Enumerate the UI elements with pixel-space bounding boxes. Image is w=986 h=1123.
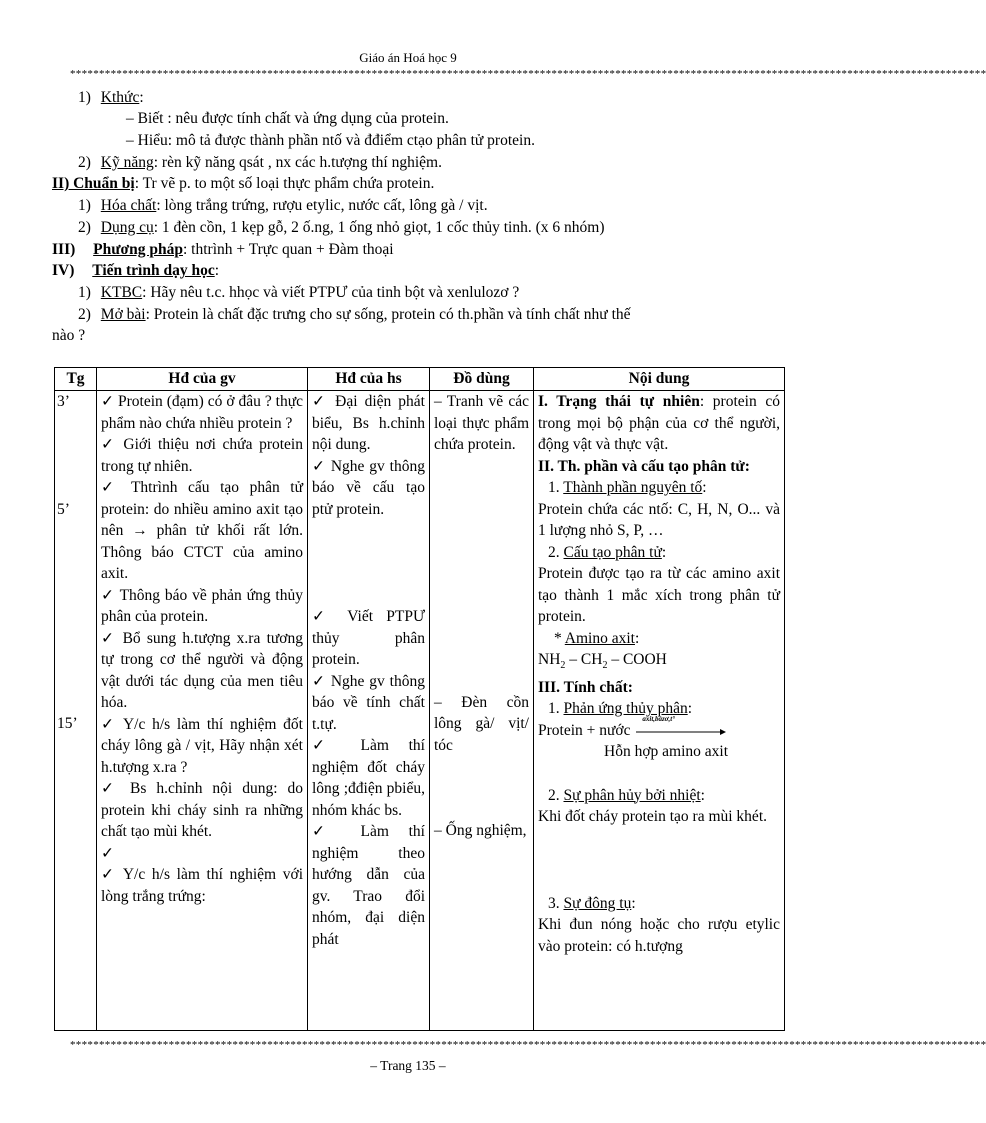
list-number: 1) — [78, 284, 91, 301]
student-activity: ✓ Đại diện phát biểu, Bs h.chỉnh nội dung. — [312, 393, 425, 453]
subsection-label: Thành phần nguyên tố — [563, 479, 703, 496]
section-review — [78, 283, 519, 303]
review-label: KTBC — [100, 284, 143, 301]
subsection-label: Phản ứng thủy phân — [563, 700, 688, 718]
material-item: – Đèn cồn lông gà/ vịt/ tóc — [434, 693, 529, 754]
process-label: Tiến trình dạy học — [92, 262, 215, 279]
lesson-table — [54, 367, 785, 1031]
section-method — [52, 240, 394, 260]
section-knowledge — [78, 88, 144, 108]
formula-part: – CH — [565, 651, 603, 668]
bullet: * — [554, 629, 565, 647]
time-entry: 3’ — [57, 393, 70, 410]
teacher-activity: ✓ Thông báo về phản ứng thủy phân của protein. — [101, 586, 303, 625]
list-number: 1) — [78, 197, 91, 214]
preparation-text: : Tr vẽ p. to một số loại thực phẩm chứa protein. — [134, 175, 435, 192]
teacher-activity: ✓ Y/c h/s làm thí nghiệm với lòng trắng trứng: — [101, 866, 303, 905]
materials-column — [430, 391, 534, 1031]
time-column — [55, 391, 97, 1031]
header-student-activity: Hđ của hs — [308, 368, 430, 391]
knowledge-item-2: – Hiểu: mô tả được thành phần ntố và đđiểm ctạo phân tử protein. — [126, 132, 535, 149]
header-content: Nội dung — [534, 368, 785, 391]
subsection-label: Cấu tạo phân tử — [563, 543, 662, 561]
list-number: 2) — [78, 306, 91, 323]
roman-number: IV) — [52, 262, 75, 279]
formula-subscript: 2 — [560, 660, 566, 672]
skills-text: : rèn kỹ năng qsát , nx các h.tượng thí nghiệm. — [153, 154, 442, 171]
skills-label: Kỹ năng — [100, 154, 154, 171]
section-text: : protein có trong mọi bộ phận của cơ thể người, động vật và thực vật. — [538, 393, 780, 453]
page-header-title: Giáo án Hoá học 9 — [359, 50, 457, 65]
opening-text: : Protein là chất đặc trưng cho sự sống, protein có th.phần và tính chất như thế — [145, 306, 631, 323]
equipment-text: : 1 đèn cồn, 1 kẹp gỗ, 2 ố.ng, 1 ống nhỏ giọt, 1 cốc thủy tinh. (x 6 nhóm) — [153, 219, 605, 236]
method-text: : thtrình + Trực quan + Đàm thoại — [182, 241, 394, 258]
subsection-number: 2. — [548, 786, 564, 804]
teacher-activity: ✓ Bs h.chỉnh nội dung: do protein khi cháy sinh ra những chất tạo mùi khét. — [101, 780, 303, 840]
teacher-activity: ✓ Giới thiệu nơi chứa protein trong tự nhiên. — [101, 436, 303, 475]
formula-subscript: 2 — [602, 660, 608, 672]
teacher-activity: ✓ — [101, 844, 114, 862]
header-star-divider: ************************************************************************************************************************************************************** — [70, 68, 986, 80]
arrow-icon — [634, 724, 726, 738]
material-item: – Ống nghiệm, — [434, 822, 527, 839]
review-text: : Hãy nêu t.c. hhọc và viết PTPƯ của tinh bột và xenlulozơ ? — [142, 284, 520, 301]
formula-part: NH — [538, 651, 561, 668]
section-skills — [78, 153, 442, 173]
opening-text-continued: nào ? — [52, 327, 86, 344]
colon: : — [139, 89, 144, 106]
subsection-number: 1. — [548, 479, 564, 496]
student-activity: ✓ Làm thí nghiệm theo hướng dẫn của gv. Trao đổi nhóm, đại diện phát — [312, 823, 425, 948]
table-row — [55, 391, 785, 1031]
amino-acid-heading — [538, 628, 780, 650]
formula-part: – COOH — [607, 651, 667, 668]
reaction-condition: axit,bazơ,t° — [642, 715, 675, 724]
list-number: 2) — [78, 154, 91, 171]
section-equipment — [78, 218, 605, 238]
colon: : — [634, 629, 640, 647]
material-item: – Tranh vẽ các loại thực phẩm chứa protein. — [434, 393, 529, 453]
subsection-number: 3. — [548, 894, 564, 912]
amino-acid-label: Amino axit — [564, 629, 635, 647]
student-activity: ✓ Nghe gv thông báo về cấu tạo ptử protein. — [312, 457, 425, 518]
chemicals-text: : lòng trắng trứng, rượu etylic, nước cất, lông gà / vịt. — [156, 197, 488, 214]
section-title: I. Trạng thái tự nhiên — [538, 393, 700, 410]
header-teacher-activity: Hđ của gv — [97, 368, 308, 391]
equipment-label: Dụng cụ — [100, 219, 154, 236]
footer-star-divider: ************************************************************************************************************************************************************** — [70, 1039, 986, 1051]
teacher-activity: ✓ Bổ sung h.tượng x.ra tương tự trong cơ thể người và động vật dưới tác dụng của men tiêu hóa. — [101, 629, 303, 711]
subsection-heading — [538, 785, 780, 807]
subsection-heading — [538, 542, 780, 564]
teacher-activity: ✓ Y/c h/s làm thí nghiệm đốt cháy lông gà / vịt, Hãy nhận xét h.tượng x.ra ? — [101, 715, 303, 776]
natural-state — [538, 391, 780, 456]
reactants: Protein + nước — [538, 721, 631, 739]
student-activity: ✓ Làm thí nghiệm đốt cháy lông ;đđiện pbiểu, nhóm khác bs. — [312, 737, 425, 819]
teacher-activity: ✓ Protein (đạm) có ở đâu ? thực phẩm nào chứa nhiều protein ? — [101, 393, 303, 432]
student-activity: ✓ Nghe gv thông báo về tính chất t.tự. — [312, 672, 425, 733]
colon: : — [661, 543, 667, 561]
student-activity-column — [308, 391, 430, 1031]
amino-acid-formula — [538, 649, 780, 677]
coagulation-text: Khi đun nóng hoặc cho rượu etylic vào protein: có h.tượng — [538, 916, 780, 955]
content-column — [534, 391, 785, 1031]
thermal-decomposition-text: Khi đốt cháy protein tạo ra mùi khét. — [538, 808, 767, 826]
section-preparation — [52, 174, 434, 194]
subsection-label: Sự phân hủy bởi nhiệt — [563, 786, 701, 804]
colon: : — [631, 894, 636, 912]
reaction-product: Hỗn hợp amino axit — [604, 743, 728, 761]
teacher-activity: ✓ Thtrình cấu tạo phân tử protein: do nhiều amino axit tạo nên → phân tử khối rất lớn. Thông báo CTCT của amino axit. — [101, 479, 303, 582]
reaction-arrow — [634, 715, 726, 738]
hydrolysis-reaction — [538, 715, 780, 742]
colon: : — [700, 786, 705, 804]
molecular-structure-text: Protein được tạo ra từ các amino axit tạo thành 1 mắc xích trong phân tử protein. — [538, 565, 780, 625]
colon: : — [214, 262, 220, 279]
table-header-row — [55, 368, 785, 391]
colon: : — [702, 479, 707, 496]
knowledge-item-1: – Biết : nêu được tính chất và ứng dụng của protein. — [126, 110, 449, 127]
time-entry: 15’ — [57, 715, 78, 732]
section-opening — [78, 305, 784, 325]
roman-number: III) — [52, 241, 76, 258]
section-title: II. Th. phần và cấu tạo phân tử: — [538, 457, 750, 475]
header-materials: Đồ dùng — [430, 368, 534, 391]
header-time: Tg — [55, 368, 97, 391]
subsection-heading — [538, 893, 780, 915]
section-process — [52, 261, 219, 281]
method-label: Phương pháp — [93, 241, 183, 258]
preparation-label: II) Chuẩn bị — [52, 175, 135, 192]
element-composition-text: Protein chứa các ntố: C, H, N, O... và 1 lượng nhỏ S, P, … — [538, 500, 780, 539]
student-activity: ✓ Viết PTPƯ thủy phân protein. — [312, 608, 425, 668]
list-number: 1) — [78, 89, 91, 106]
time-entry: 5’ — [57, 500, 70, 518]
subsection-heading — [538, 477, 780, 499]
subsection-number: 2. — [548, 543, 564, 561]
colon: : — [687, 700, 693, 718]
subsection-number: 1. — [548, 700, 564, 718]
page-number: – Trang 135 – — [370, 1058, 446, 1073]
section-title: III. Tính chất: — [538, 678, 633, 696]
section-chemicals — [78, 196, 488, 216]
knowledge-label: Kthức — [100, 89, 140, 106]
chemicals-label: Hóa chất — [100, 197, 157, 214]
list-number: 2) — [78, 219, 91, 236]
teacher-activity-column — [97, 391, 308, 1031]
opening-label: Mở bài — [100, 306, 146, 323]
subsection-label: Sự đông tụ — [563, 894, 632, 912]
